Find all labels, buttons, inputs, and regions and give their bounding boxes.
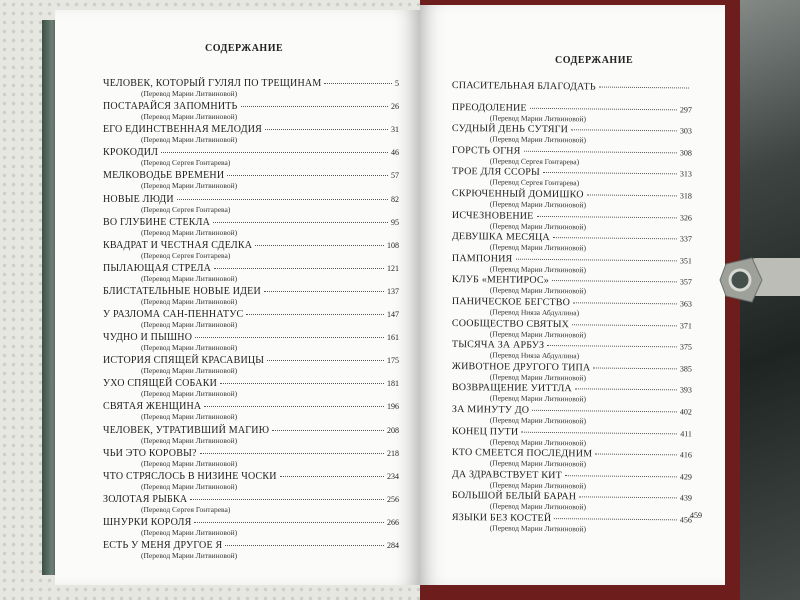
toc-entry-title: БОЛЬШОЙ БЕЛЫЙ БАРАН bbox=[451, 490, 577, 503]
toc-entry-translator: (Перевод Марии Литвиновой) bbox=[141, 320, 238, 329]
toc-entry-page: 137 bbox=[387, 286, 399, 296]
toc-entry-translator: (Перевод Сергея Гонтарева) bbox=[141, 158, 231, 168]
toc-entry-page: 313 bbox=[679, 169, 692, 179]
toc-entry-title: ЗА МИНУТУ ДО bbox=[451, 404, 530, 416]
toc-entry-page: 357 bbox=[679, 277, 692, 287]
toc-entry bbox=[103, 263, 399, 283]
toc-entry-page: 175 bbox=[387, 356, 399, 366]
toc-entry-title: НОВЫЕ ЛЮДИ bbox=[103, 193, 174, 205]
dot-leader bbox=[552, 280, 677, 282]
dot-leader bbox=[194, 522, 384, 523]
toc-entry bbox=[103, 147, 399, 167]
toc-entry-page: 326 bbox=[679, 212, 692, 223]
toc-entry-title: ШНУРКИ КОРОЛЯ bbox=[103, 516, 192, 528]
toc-entry-page: 266 bbox=[387, 517, 399, 527]
toc-entry-translator: (Перевод Сергея Гонтарева) bbox=[141, 504, 231, 514]
toc-entry-page: 371 bbox=[679, 320, 692, 331]
toc-entry-title: ЯЗЫКИ БЕЗ КОСТЕЙ bbox=[451, 512, 552, 525]
toc-entry-translator: (Перевод Марии Литвиновой) bbox=[489, 242, 587, 253]
toc-entry-title: СПАСИТЕЛЬНАЯ БЛАГОДАТЬ bbox=[451, 80, 596, 93]
toc-entry-translator: (Перевод Марии Литвиновой) bbox=[489, 285, 587, 296]
dot-leader bbox=[554, 518, 677, 520]
dot-leader bbox=[575, 389, 677, 391]
dot-leader bbox=[213, 222, 388, 223]
dot-leader bbox=[225, 545, 384, 546]
toc-entry-translator: (Перевод Марии Литвиновой) bbox=[489, 220, 587, 231]
toc-entry-translator: (Перевод Марии Литвиновой) bbox=[141, 227, 238, 237]
toc-entry-page: 411 bbox=[680, 428, 692, 439]
toc-entry-title: СВЯТАЯ ЖЕНЩИНА bbox=[103, 401, 202, 413]
right-page-heading: СОДЕРЖАНИЕ bbox=[555, 55, 634, 66]
toc-entry-page: 337 bbox=[679, 234, 692, 244]
toc-entry-page: 196 bbox=[387, 402, 399, 412]
toc-entry-page: 416 bbox=[679, 450, 692, 460]
toc-entry-title: МЕЛКОВОДЬЕ ВРЕМЕНИ bbox=[103, 170, 225, 182]
toc-entry-translator: (Перевод Марии Литвиновой) bbox=[141, 551, 238, 560]
toc-entry-title: ПОСТАРАЙСЯ ЗАПОМНИТЬ bbox=[103, 101, 238, 113]
toc-entry-title: СКРЮЧЕННЫЙ ДОМИШКО bbox=[451, 188, 584, 201]
dot-leader bbox=[190, 499, 384, 500]
metal-nut-object bbox=[718, 250, 800, 310]
toc-entry-title: ПАНИЧЕСКОЕ БЕГСТВО bbox=[451, 296, 571, 309]
toc-entry-page: 402 bbox=[679, 407, 692, 417]
toc-entry-page: 363 bbox=[679, 299, 692, 309]
dot-leader bbox=[272, 430, 384, 431]
toc-entry-title: КТО СМЕЕТСЯ ПОСЛЕДНИМ bbox=[451, 447, 593, 460]
toc-entry-page: 318 bbox=[679, 191, 692, 201]
toc-entry-title: ЕГО ЕДИНСТВЕННАЯ МЕЛОДИЯ bbox=[103, 124, 263, 136]
toc-entry bbox=[103, 540, 399, 560]
toc-entry-title: ПРЕОДОЛЕНИЕ bbox=[451, 101, 527, 114]
toc-entry-translator: (Перевод Марии Литвиновой) bbox=[141, 435, 238, 445]
toc-entry bbox=[103, 78, 399, 98]
toc-entry bbox=[452, 361, 692, 384]
toc-entry bbox=[452, 296, 692, 319]
toc-entry-page: 351 bbox=[679, 256, 692, 266]
toc-entry-translator: (Перевод Марии Литвиновой) bbox=[489, 523, 587, 534]
toc-entry-title: ИСЧЕЗНОВЕНИЕ bbox=[451, 209, 534, 222]
toc-entry-translator: (Перевод Марии Литвиновой) bbox=[489, 328, 587, 339]
dot-leader bbox=[599, 87, 689, 89]
toc-entry bbox=[452, 274, 692, 297]
toc-entry bbox=[103, 309, 399, 329]
dot-leader bbox=[515, 258, 677, 261]
toc-entry-translator: (Перевод Марии Литвиновой) bbox=[141, 181, 238, 191]
toc-entry-page: 218 bbox=[387, 448, 399, 458]
toc-entry-page: 26 bbox=[391, 102, 399, 112]
toc-entry-translator: (Перевод Марии Литвиновой) bbox=[489, 436, 587, 447]
dot-leader bbox=[264, 291, 384, 292]
dot-leader bbox=[265, 129, 388, 130]
dot-leader bbox=[195, 337, 384, 338]
toc-entry-translator: (Перевод Марии Литвиновой) bbox=[141, 135, 238, 145]
dot-leader bbox=[547, 345, 677, 347]
toc-entry-translator: (Перевод Марии Литвиновой) bbox=[141, 366, 238, 376]
toc-entry-translator: (Перевод Марии Литвиновой) bbox=[489, 112, 587, 123]
toc-entry bbox=[452, 231, 692, 254]
toc-entry-translator: (Перевод Марии Литвиновой) bbox=[489, 415, 587, 426]
toc-entry-translator: (Перевод Марии Литвиновой) bbox=[489, 199, 587, 210]
toc-entry-title: КОНЕЦ ПУТИ bbox=[451, 425, 519, 438]
dot-leader bbox=[214, 268, 384, 269]
toc-entry-translator: (Перевод Сергея Гонтарева) bbox=[489, 177, 580, 188]
dot-leader bbox=[587, 194, 677, 196]
dot-leader bbox=[220, 383, 384, 384]
toc-entry-page: 375 bbox=[679, 342, 692, 352]
toc-entry-title: ИСТОРИЯ СПЯЩЕЙ КРАСАВИЦЫ bbox=[103, 355, 265, 367]
toc-entry-title: ЧУДНО И ПЫШНО bbox=[103, 332, 193, 344]
toc-entry-page: 256 bbox=[387, 494, 399, 504]
toc-entry-translator: (Перевод Сергея Гонтарева) bbox=[489, 156, 580, 167]
toc-entry bbox=[452, 339, 692, 362]
toc-entry-title: СООБЩЕСТВО СВЯТЫХ bbox=[451, 317, 570, 330]
toc-entry-page: 108 bbox=[387, 240, 399, 250]
toc-entry bbox=[103, 517, 399, 537]
toc-entry bbox=[452, 382, 692, 405]
toc-entry bbox=[103, 378, 399, 398]
toc-entry bbox=[452, 145, 692, 168]
toc-entry bbox=[103, 217, 399, 237]
toc-entry bbox=[452, 426, 692, 449]
toc-entry-title: КВАДРАТ И ЧЕСТНАЯ СДЕЛКА bbox=[103, 239, 253, 251]
dot-leader bbox=[536, 215, 676, 217]
dot-leader bbox=[572, 324, 677, 326]
toc-entry-page: 57 bbox=[391, 171, 399, 181]
toc-entry-page: 5 bbox=[395, 79, 399, 88]
toc-entry bbox=[452, 469, 692, 492]
toc-entry-translator: (Перевод Марии Литвиновой) bbox=[489, 372, 587, 383]
left-page-heading: СОДЕРЖАНИЕ bbox=[205, 43, 284, 54]
toc-entry-page: 303 bbox=[679, 126, 692, 136]
dot-leader bbox=[543, 172, 677, 174]
toc-entry-page: 161 bbox=[387, 333, 399, 343]
toc-entry-translator: (Перевод Марии Литвиновой) bbox=[489, 264, 587, 275]
toc-entry-title: ТРОЕ ДЛЯ ССОРЫ bbox=[451, 166, 541, 179]
toc-entry-translator: (Перевод Марии Литвиновой) bbox=[141, 458, 238, 468]
dot-leader bbox=[521, 431, 677, 434]
toc-entry-page: 82 bbox=[391, 194, 399, 204]
toc-entry bbox=[452, 102, 692, 125]
toc-entry-translator: (Перевод Марии Литвиновой) bbox=[489, 134, 587, 145]
toc-entry-translator: (Перевод Марии Литвиновой) bbox=[489, 393, 587, 404]
toc-entry-page: 95 bbox=[391, 217, 399, 227]
toc-entry-translator: (Перевод Марии Литвиновой) bbox=[141, 273, 238, 283]
toc-entry-title: БЛИСТАТЕЛЬНЫЕ НОВЫЕ ИДЕИ bbox=[103, 285, 261, 297]
toc-entry-translator: (Перевод Марии Литвиновой) bbox=[141, 389, 238, 399]
toc-entry-title: КРОКОДИЛ bbox=[103, 147, 159, 159]
dot-leader bbox=[241, 106, 389, 107]
toc-entry-title: ЧТО СТРЯСЛОСЬ В НИЗИНЕ ЧОСКИ bbox=[103, 470, 277, 482]
dot-leader bbox=[204, 406, 384, 407]
toc-entry-title: ЗОЛОТАЯ РЫБКА bbox=[103, 493, 188, 505]
toc-entry-translator: (Перевод Марии Литвиновой) bbox=[141, 296, 238, 306]
toc-entry-translator: (Перевод Сергея Гонтарева) bbox=[141, 250, 231, 260]
toc-entry-title: ЕСТЬ У МЕНЯ ДРУГОЕ Я bbox=[103, 540, 223, 551]
dot-leader bbox=[227, 175, 388, 176]
toc-entry bbox=[103, 240, 399, 260]
toc-entry bbox=[103, 332, 399, 352]
dot-leader bbox=[593, 367, 677, 369]
dot-leader bbox=[324, 83, 392, 84]
toc-entry bbox=[452, 318, 692, 341]
toc-entry-title: ПАМПОНИЯ bbox=[451, 252, 513, 265]
dot-leader bbox=[579, 497, 677, 499]
toc-entry bbox=[103, 471, 399, 491]
dot-leader bbox=[573, 302, 677, 304]
toc-entry-title: ВО ГЛУБИНЕ СТЕКЛА bbox=[103, 216, 211, 228]
toc-entry-page: 429 bbox=[679, 472, 692, 482]
toc-entry-translator: (Перевод Марии Литвиновой) bbox=[141, 112, 238, 122]
toc-entry-title: ДА ЗДРАВСТВУЕТ КИТ bbox=[451, 468, 562, 481]
dot-leader bbox=[267, 360, 384, 361]
toc-entry-page: 234 bbox=[387, 471, 399, 481]
toc-entry-title: ЧЬИ ЭТО КОРОВЫ? bbox=[103, 447, 197, 459]
dot-leader bbox=[200, 453, 384, 454]
toc-entry-title: ДЕВУШКА МЕСЯЦА bbox=[451, 231, 550, 244]
toc-entry bbox=[103, 286, 399, 306]
dot-leader bbox=[255, 245, 384, 246]
toc-entry-translator: (Перевод Марии Литвиновой) bbox=[141, 343, 238, 353]
dot-leader bbox=[553, 237, 677, 239]
toc-entry-title: СУДНЫЙ ДЕНЬ СУТЯГИ bbox=[451, 123, 569, 136]
toc-entry-translator: (Перевод Ниязa Абдуллина) bbox=[489, 307, 580, 318]
toc-entry bbox=[103, 448, 399, 468]
toc-entry-page: 439 bbox=[679, 493, 692, 503]
dot-leader bbox=[532, 410, 677, 413]
toc-entry-translator: (Перевод Марии Литвиновой) bbox=[141, 89, 238, 98]
toc-entry-page: 121 bbox=[387, 263, 399, 273]
dot-leader bbox=[246, 314, 384, 315]
toc-entry bbox=[103, 355, 399, 375]
dot-leader bbox=[595, 454, 677, 456]
toc-entry-translator: (Перевод Марии Литвиновой) bbox=[141, 481, 238, 491]
toc-entry bbox=[452, 447, 692, 470]
toc-entry bbox=[452, 123, 692, 146]
dot-leader bbox=[161, 152, 388, 153]
toc-entry-title: ВОЗВРАЩЕНИЕ УИТТЛА bbox=[451, 382, 572, 395]
toc-entry bbox=[452, 512, 692, 535]
toc-entry-title: КЛУБ «МЕНТИРОС» bbox=[451, 274, 550, 287]
toc-entry-translator: (Перевод Сергея Гонтарева) bbox=[141, 204, 231, 214]
toc-entry-page: 31 bbox=[391, 125, 399, 135]
dot-leader bbox=[530, 107, 677, 110]
toc-entry-page: 393 bbox=[679, 385, 692, 395]
toc-entry-title: У РАЗЛОМА САН-ПЕННАТУС bbox=[103, 309, 244, 320]
page-number: 459 bbox=[690, 511, 702, 520]
toc-entry bbox=[452, 188, 692, 211]
toc-entry bbox=[452, 404, 692, 427]
toc-entry bbox=[103, 124, 399, 144]
toc-entry-title: ЧЕЛОВЕК, КОТОРЫЙ ГУЛЯЛ ПО ТРЕЩИНАМ bbox=[103, 78, 322, 89]
dot-leader bbox=[571, 129, 677, 131]
toc-entry bbox=[452, 253, 692, 276]
toc-entry-page: 284 bbox=[387, 541, 399, 550]
toc-entry bbox=[103, 101, 399, 121]
toc-entry bbox=[103, 425, 399, 445]
toc-entry bbox=[452, 490, 692, 513]
toc-entry-translator: (Перевод Нияза Абдуллина) bbox=[489, 350, 580, 361]
dot-leader bbox=[280, 476, 384, 477]
toc-entry bbox=[452, 166, 692, 189]
toc-entry-page: 181 bbox=[387, 379, 399, 389]
toc-entry-page: 297 bbox=[679, 104, 692, 115]
trailing-page-number bbox=[690, 505, 702, 523]
toc-entry-page: 208 bbox=[387, 425, 399, 435]
dot-leader bbox=[523, 151, 676, 154]
toc-entry-translator: (Перевод Марии Литвиновой) bbox=[141, 412, 238, 422]
dot-leader bbox=[565, 475, 677, 477]
toc-entry-title: ТЫСЯЧА ЗА АРБУЗ bbox=[451, 339, 545, 352]
toc-entry-page: 147 bbox=[387, 310, 399, 319]
toc-entry-title: УХО СПЯЩЕЙ СОБАКИ bbox=[103, 378, 218, 390]
toc-entry bbox=[103, 170, 399, 190]
toc-entry bbox=[452, 210, 692, 233]
toc-entry bbox=[103, 401, 399, 421]
toc-entry-translator: (Перевод Марии Литвиновой) bbox=[141, 527, 238, 537]
toc-entry-title: ПЫЛАЮЩАЯ СТРЕЛА bbox=[103, 262, 212, 274]
toc-entry bbox=[103, 194, 399, 214]
toc-entry-page: 308 bbox=[679, 148, 692, 158]
dot-leader bbox=[177, 199, 388, 200]
toc-entry-translator: (Перевод Марии Литвиновой) bbox=[489, 501, 587, 512]
toc-entry-title: ГОРСТЬ ОГНЯ bbox=[451, 144, 521, 157]
toc-entry-page: 46 bbox=[391, 148, 399, 158]
toc-entry-translator: (Перевод Марии Литвиновой) bbox=[489, 480, 587, 491]
toc-entry-translator: (Перевод Марии Литвиновой) bbox=[489, 458, 587, 469]
toc-entry-title: ЧЕЛОВЕК, УТРАТИВШИЙ МАГИЮ bbox=[103, 424, 270, 436]
toc-entry-page: 456 bbox=[679, 515, 692, 525]
toc-entry-title: ЖИВОТНОЕ ДРУГОГО ТИПА bbox=[451, 360, 591, 374]
toc-entry bbox=[103, 494, 399, 514]
toc-entry-page: 385 bbox=[679, 364, 692, 374]
